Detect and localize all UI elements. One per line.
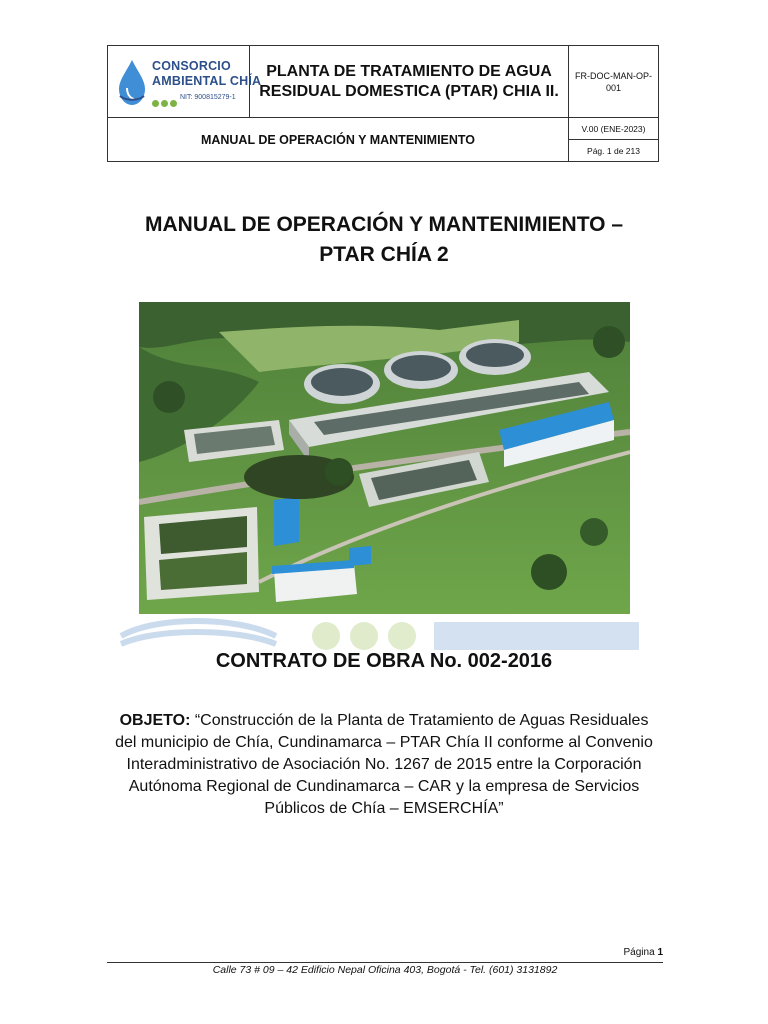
logo-dot xyxy=(152,100,159,107)
logo-dot xyxy=(161,100,168,107)
page-word: Página xyxy=(623,947,658,958)
footer-divider xyxy=(107,962,663,963)
header-page-count: Pág. 1 de 213 xyxy=(587,145,640,156)
document-title xyxy=(80,210,688,270)
document-header xyxy=(107,45,659,162)
document-code: FR-DOC-MAN-OP-001 xyxy=(569,46,658,118)
company-logo xyxy=(114,54,262,112)
title-line-1: MANUAL DE OPERACIÓN Y MANTENIMIENTO – xyxy=(145,213,623,236)
document-version: V.00 (ENE-2023) xyxy=(569,118,658,140)
logo-cell xyxy=(108,46,262,118)
header-title: PLANTA DE TRATAMIENTO DE AGUA RESIDUAL DOMESTICA (PTAR) CHIA II. xyxy=(250,46,569,118)
water-drop-icon xyxy=(116,58,148,108)
logo-line2: AMBIENTAL CHÍA xyxy=(152,74,262,88)
logo-nit: NIT: 900815279-1 xyxy=(180,94,236,101)
page-number-value: 1 xyxy=(657,947,663,958)
footer-address: Calle 73 # 09 – 42 Edificio Nepal Oficina 403, Bogotá - Tel. (601) 3131892 xyxy=(212,964,558,976)
header-subtitle: MANUAL DE OPERACIÓN Y MANTENIMIENTO xyxy=(108,118,569,161)
logo-dot xyxy=(170,100,177,107)
title-line-2: PTAR CHÍA 2 xyxy=(319,243,449,266)
page-number xyxy=(624,947,663,958)
objeto-label: OBJETO: xyxy=(119,712,191,729)
logo-line1: CONSORCIO xyxy=(152,59,231,73)
contract-object xyxy=(112,710,656,820)
plant-aerial-photo xyxy=(139,302,630,614)
objeto-text: “Construcción de la Planta de Tratamiento de Aguas Residuales del municipio de Chía, Cundinamarca – PTAR Chía II conforme al Convenio Interadministrativo de Asociación No. 1267 de 2015 entre la Corporación Autónoma Regional de Cundinamarca – CAR y la empresa de Servicios Públicos de Chía – EMSERCHÍA” xyxy=(115,712,653,817)
plant-illustration xyxy=(139,302,630,614)
logo-dots xyxy=(152,94,179,112)
contract-number: CONTRATO DE OBRA No. 002-2016 xyxy=(215,650,553,672)
